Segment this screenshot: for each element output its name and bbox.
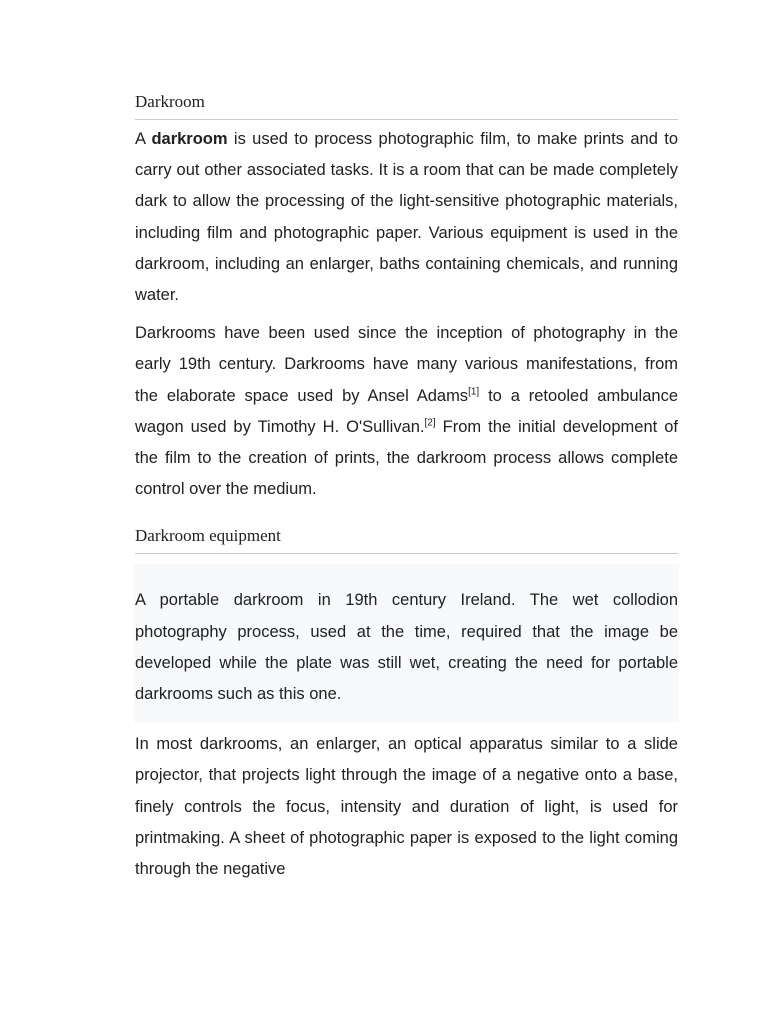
intro-text: is used to process photographic film, to make prints and to carry out other associated tasks. It is a room that can be made completely dark to allow the processing of the light-sensitive photographic materials, including film and photographic paper. Various equipment is used in the darkroom, including an enlarger, baths containing chemicals, and running water. — [135, 130, 678, 305]
reference-link-2[interactable]: [2] — [424, 417, 436, 429]
section-heading-equipment: Darkroom equipment — [135, 522, 678, 554]
intro-lead: A — [135, 130, 152, 148]
image-caption-box — [134, 564, 679, 722]
intro-paragraph — [135, 124, 678, 311]
reference-link-1[interactable]: [1] — [468, 386, 480, 398]
history-text-1: Darkrooms have been used since the inception of photography in the early 19th century. Darkrooms have many various manifestations, from the elaborate space used by Ansel Adams — [135, 324, 678, 405]
equipment-paragraph: In most darkrooms, an enlarger, an optical apparatus similar to a slide projector, that projects light through the image of a negative onto a base, finely controls the focus, intensity and duration of light, is used for printmaking. A sheet of photographic paper is exposed to the light coming through the negative — [135, 735, 678, 879]
article-content — [135, 88, 678, 885]
history-paragraph — [135, 318, 678, 505]
history-text-2: to a retooled ambulance wagon used by Timothy H. O'Sullivan. — [135, 386, 678, 436]
history-text-3: From the initial development of the film to the creation of prints, the darkroom process allows complete control over the medium. — [135, 417, 678, 499]
section-heading-darkroom: Darkroom — [135, 88, 678, 120]
darkroom-term: darkroom — [151, 130, 228, 148]
image-caption: A portable darkroom in 19th century Ireland. The wet collodion photography process, used at the time, required that the image be developed while the plate was still wet, creating the need for portable darkrooms such as this one. — [135, 591, 678, 704]
